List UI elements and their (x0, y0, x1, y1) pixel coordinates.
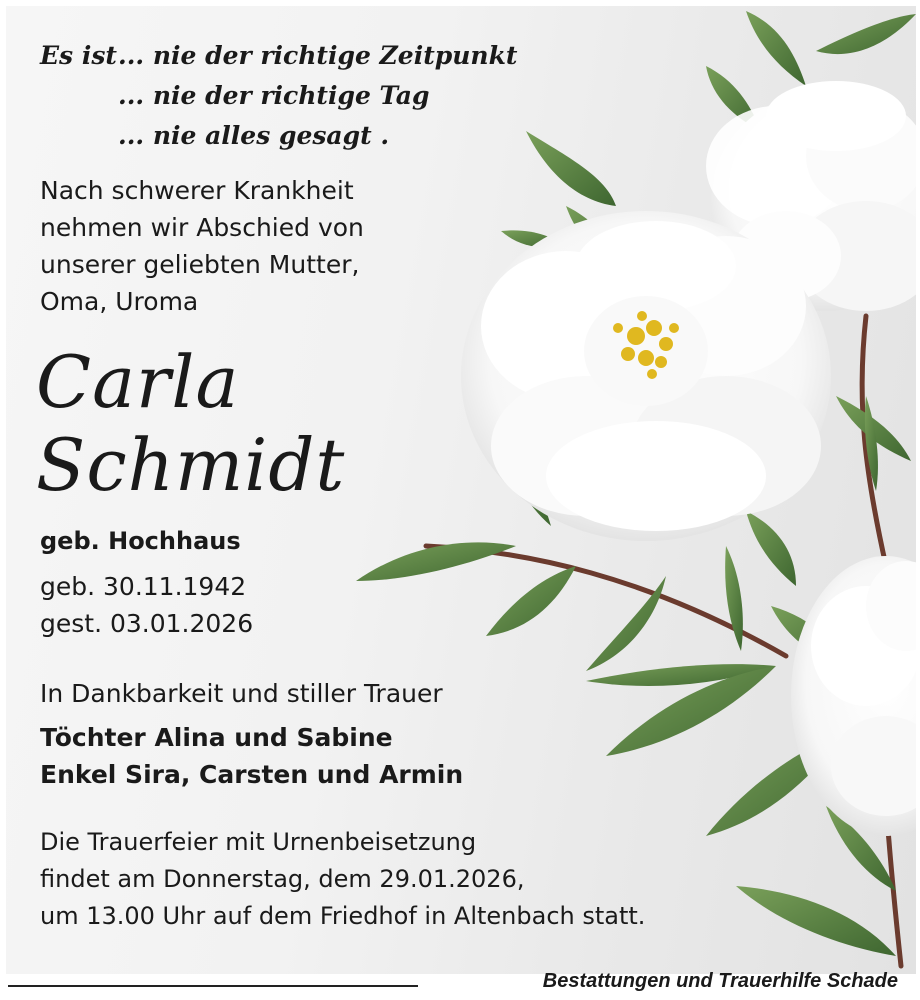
peony-center (461, 211, 831, 541)
motto-prefix: Es ist (40, 41, 117, 70)
deceased-first-name: Carla (36, 340, 240, 424)
intro-line-2: nehmen wir Abschied von (40, 213, 364, 242)
birth-date: geb. 30.11.1942 (40, 572, 247, 601)
funeral-home-name: Bestattungen und Trauerhilfe Schade (542, 970, 898, 992)
funeral-line-2: findet am Donnerstag, dem 29.01.2026, (40, 865, 525, 893)
obituary-notice (6, 6, 916, 974)
funeral-line-3: um 13.00 Uhr auf dem Friedhof in Altenbach statt. (40, 902, 646, 930)
intro-line-1: Nach schwerer Krankheit (40, 176, 354, 205)
mourners-intro: In Dankbarkeit und stiller Trauer (40, 679, 443, 708)
mourners-daughters: Töchter Alina und Sabine (40, 723, 393, 752)
death-date: gest. 03.01.2026 (40, 609, 254, 638)
peony-bottom-right (791, 556, 916, 836)
intro-line-3: unserer geliebten Mutter, (40, 250, 360, 279)
deceased-last-name: Schmidt (36, 423, 346, 507)
birth-name: geb. Hochhaus (40, 527, 241, 555)
funeral-line-1: Die Trauerfeier mit Urnenbeisetzung (40, 828, 477, 856)
intro-line-4: Oma, Uroma (40, 287, 199, 316)
motto-line-2: ... nie der richtige Tag (118, 81, 430, 110)
footer-divider (8, 985, 418, 987)
motto-line-3: ... nie alles gesagt . (118, 121, 390, 150)
motto-line-1: ... nie der richtige Zeitpunkt (118, 41, 518, 70)
mourners-grandchildren: Enkel Sira, Carsten und Armin (40, 760, 464, 789)
